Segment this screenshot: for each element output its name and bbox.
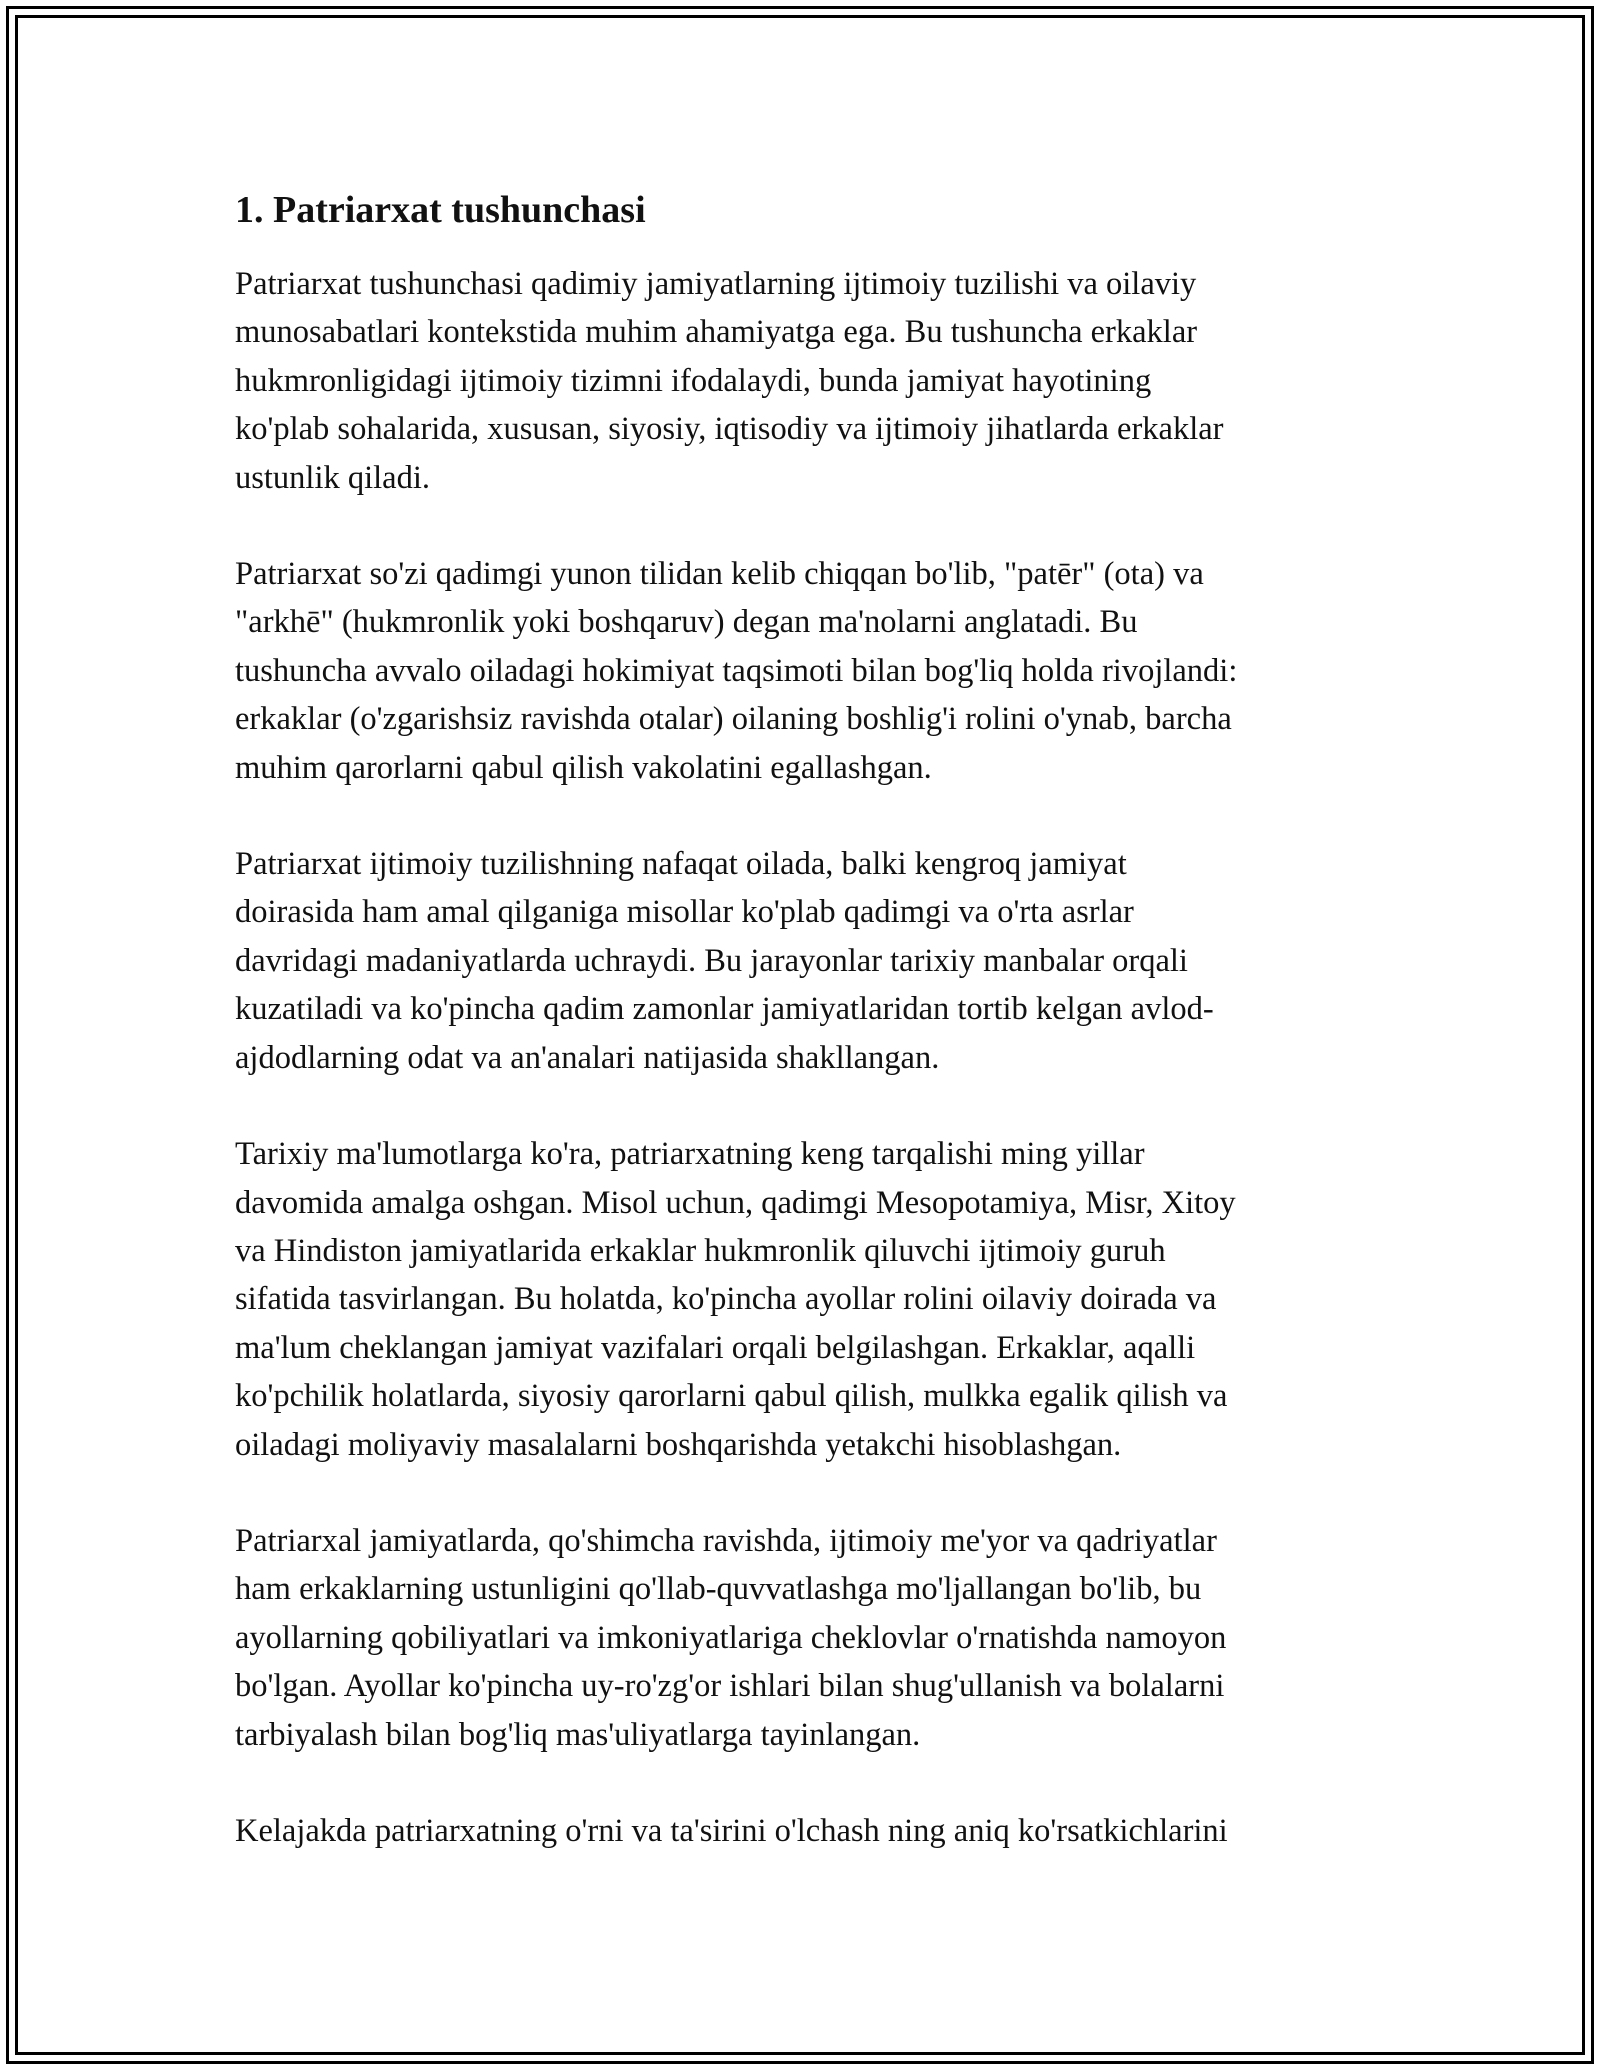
text-line: hukmronligidagi ijtimoiy tizimni ifodalaydi, bunda jamiyat hayotining <box>235 362 1152 399</box>
paragraph-5 <box>235 1517 1370 1759</box>
paragraph-2 <box>235 550 1370 792</box>
paragraph-1 <box>235 260 1370 502</box>
text-line: ayollarning qobiliyatlari va imkoniyatlariga cheklovlar o'rnatishda namoyon <box>235 1619 1227 1656</box>
paragraph-3 <box>235 840 1370 1082</box>
text-line: Patriarxat so'zi qadimgi yunon tilidan kelib chiqqan bo'lib, "patēr" (ota) va <box>235 556 1204 593</box>
paragraph-4 <box>235 1130 1370 1469</box>
text-line: davridagi madaniyatlarda uchraydi. Bu jarayonlar tarixiy manbalar orqali <box>235 942 1188 979</box>
text-line: ustunlik qiladi. <box>235 459 430 496</box>
text-line: doirasida ham amal qilganiga misollar ko'plab qadimgi va o'rta asrlar <box>235 894 1134 931</box>
document-body <box>235 186 1370 1903</box>
text-line: kuzatiladi va ko'pincha qadim zamonlar jamiyatlaridan tortib kelgan avlod- <box>235 991 1214 1028</box>
text-line: Tarixiy ma'lumotlarga ko'ra, patriarxatning keng tarqalishi ming yillar <box>235 1136 1145 1173</box>
text-line: erkaklar (o'zgarishsiz ravishda otalar) oilaning boshlig'i rolini o'ynab, barcha <box>235 701 1232 738</box>
text-line: oiladagi moliyaviy masalalarni boshqarishda yetakchi hisoblashgan. <box>235 1426 1122 1463</box>
text-line: va Hindiston jamiyatlarida erkaklar hukmronlik qiluvchi ijtimoiy guruh <box>235 1232 1166 1269</box>
text-line: ajdodlarning odat va an'analari natijasida shakllangan. <box>235 1039 940 1076</box>
paragraph-6 <box>235 1807 1370 1855</box>
text-line: davomida amalga oshgan. Misol uchun, qadimgi Mesopotamiya, Misr, Xitoy <box>235 1184 1236 1221</box>
text-line: ham erkaklarning ustunligini qo'llab-quvvatlashga mo'ljallangan bo'lib, bu <box>235 1571 1202 1608</box>
text-line: bo'lgan. Ayollar ko'pincha uy-ro'zg'or ishlari bilan shug'ullanish va bolalarni <box>235 1668 1225 1705</box>
text-line: Patriarxat tushunchasi qadimiy jamiyatlarning ijtimoiy tuzilishi va oilaviy <box>235 266 1197 302</box>
text-line: Patriarxat ijtimoiy tuzilishning nafaqat oilada, balki kengroq jamiyat <box>235 846 1127 883</box>
text-line: Patriarxal jamiyatlarda, qo'shimcha ravishda, ijtimoiy me'yor va qadriyatlar <box>235 1522 1217 1559</box>
text-line: ko'pchilik holatlarda, siyosiy qarorlarni qabul qilish, mulkka egalik qilish va <box>235 1378 1228 1415</box>
section-heading: 1. Patriarxat tushunchasi <box>235 189 646 231</box>
text-line: "arkhē" (hukmronlik yoki boshqaruv) degan ma'nolarni anglatadi. Bu <box>235 604 1138 641</box>
text-line: muhim qarorlarni qabul qilish vakolatini egallashgan. <box>235 749 932 786</box>
text-line: tarbiyalash bilan bog'liq mas'uliyatlarga tayinlangan. <box>235 1716 921 1753</box>
text-line: tushuncha avvalo oiladagi hokimiyat taqsimoti bilan bog'liq holda rivojlandi: <box>235 652 1238 689</box>
text-line: munosabatlari kontekstida muhim ahamiyatga ega. Bu tushuncha erkaklar <box>235 314 1198 351</box>
text-line: ko'plab sohalarida, xususan, siyosiy, iqtisodiy va ijtimoiy jihatlarda erkaklar <box>235 411 1224 448</box>
text-line: ma'lum cheklangan jamiyat vazifalari orqali belgilashgan. Erkaklar, aqalli <box>235 1329 1196 1366</box>
text-line: Kelajakda patriarxatning o'rni va ta'sirini o'lchash ning aniq ko'rsatkichlarini <box>235 1812 1228 1849</box>
text-line: sifatida tasvirlangan. Bu holatda, ko'pincha ayollar rolini oilaviy doirada va <box>235 1281 1217 1318</box>
